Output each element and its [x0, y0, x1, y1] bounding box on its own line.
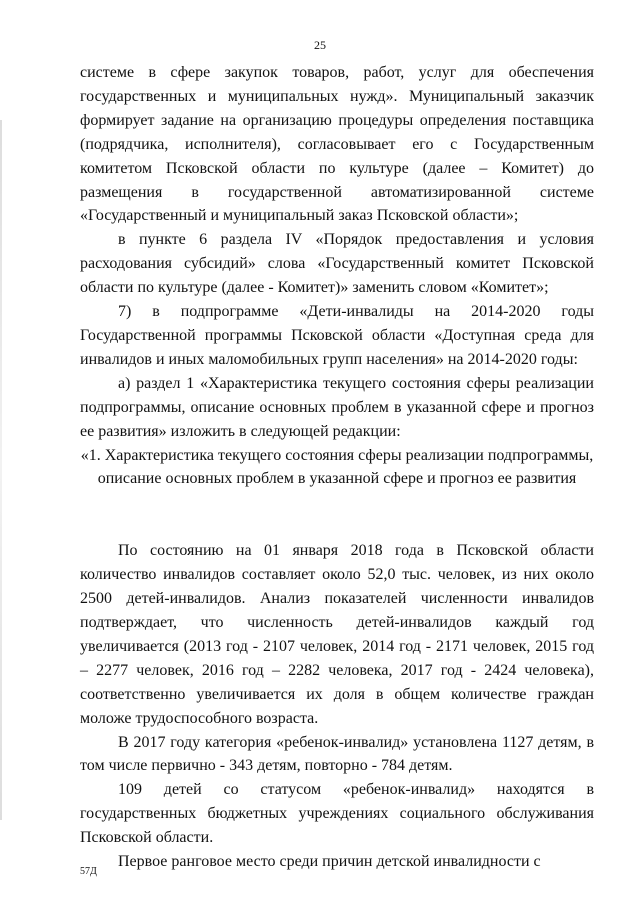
paragraph-disability-stats: По состоянию на 01 января 2018 года в Псковской области количество инвалидов составляет около 52,0 тыс. человек, из них около 2500 детей-инвалидов. Анализ показателей численности инвалидов подтверждает, что численность детей-инвалидов каждый год увеличивается (2013 год - 2107 человек, 2014 год - 2171 человек, 2015 год – 2277 человек, 2016 год – 2282 человека, 2017 год - 2424 человека), соответственно увеличивается их доля в общем количестве граждан моложе трудоспособного возраста. — [80, 542, 594, 727]
paragraph-2017-category: В 2017 году категория «ребенок-инвалид» установлена 1127 детям, в том числе первично - 343 детям, повторно - 784 детям. — [80, 733, 594, 775]
section-heading: «1. Характеристика текущего состояния сферы реализации подпрограммы, описание основных проблем в указанной сфере и прогноз ее развития — [80, 446, 594, 488]
paragraph-item-7: 7) в подпрограмме «Дети-инвалиды на 2014-2020 годы Государственной программы Псковской области «Доступная среда для инвалидов и иных маломобильных групп населения» на 2014-2020 годы: — [80, 303, 594, 368]
paragraph-continuation: системе в сфере закупок товаров, работ, услуг для обеспечения государственных и муниципальных нужд». Муниципальный заказчик формирует задание на организацию процедуры определения поставщика (подрядчика, исполнителя), согласовывает его с Государственным комитетом Псковской области по культуре (далее – Комитет) до размещения в государственной автоматизированной системе «Государственный и муниципальный заказ Псковской области»; — [80, 64, 594, 225]
document-body — [80, 61, 594, 874]
footer-code: 57Д — [80, 866, 97, 877]
scan-edge-mark — [0, 120, 2, 820]
section-spacer — [80, 491, 594, 539]
page-number: 25 — [314, 38, 326, 52]
paragraph-subitem-a: а) раздел 1 «Характеристика текущего состояния сферы реализации подпрограммы, описание основных проблем в указанной сфере и прогноз ее развития» изложить в следующей редакции: — [80, 374, 594, 440]
paragraph-ranking: Первое ранговое место среди причин детской инвалидности с — [118, 853, 541, 871]
paragraph-institutions: 109 детей со статусом «ребенок-инвалид» находятся в государственных бюджетных учреждениях социального обслуживания Псковской области. — [80, 781, 594, 847]
paragraph-point-6: в пункте 6 раздела IV «Порядок предоставления и условия расходования субсидий» слова «Государственный комитет Псковской области по культуре (далее - Комитет)» заменить словом «Комитет»; — [80, 231, 594, 297]
